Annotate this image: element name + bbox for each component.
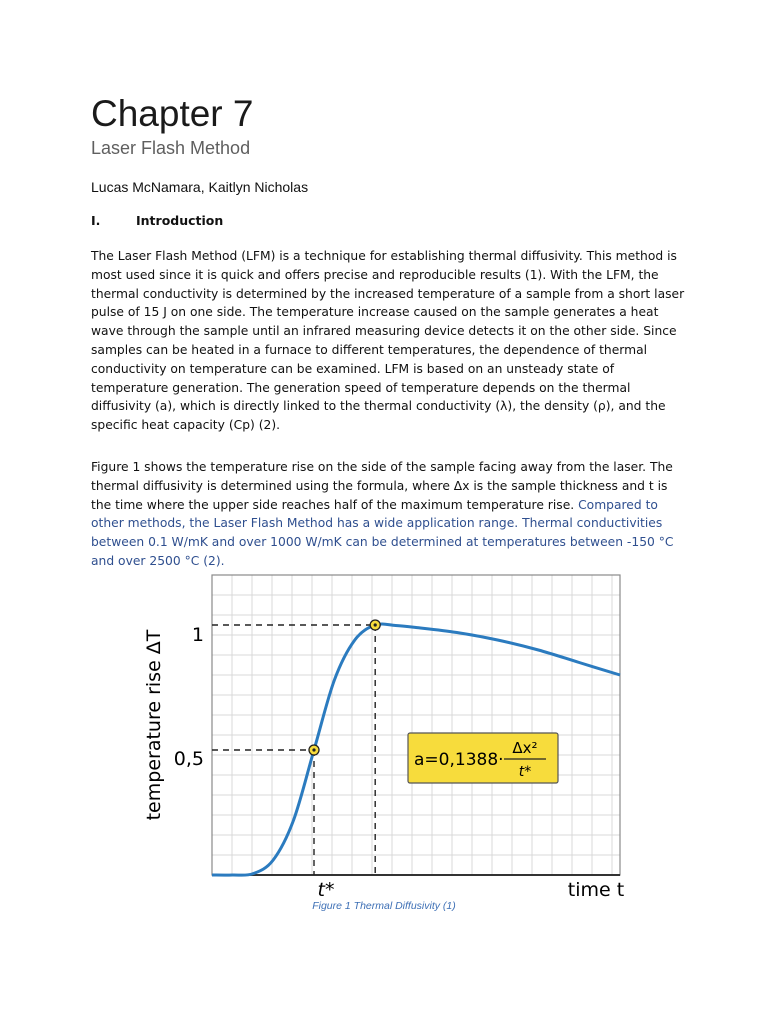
x-axis-label: time t: [567, 879, 625, 898]
text-line: most used since it is quick and offers precise and reproducible results (1). With the LFM, the: [91, 267, 659, 282]
thermal-diffusivity-chart: [140, 573, 630, 898]
figure-paragraph: [91, 458, 691, 571]
text-line-highlight: between 0.1 W/mK and over 1000 W/mK can be determined at temperatures between -150 °C: [91, 535, 674, 550]
authors: Lucas McNamara, Kaitlyn Nicholas: [91, 179, 309, 195]
text-line: diffusivity (a), which is directly linked to the thermal conductivity (λ), the density (ρ), and the: [91, 399, 666, 414]
formula-box: [408, 733, 558, 783]
intro-paragraph: [91, 247, 691, 435]
text-line: Figure 1 shows the temperature rise on the side of the sample facing away from the laser. The: [91, 460, 673, 474]
text-line: temperature generation. The generation speed of temperature depends on the thermal: [91, 380, 631, 395]
y-tick-label-0-5: 0,5: [173, 748, 204, 770]
text-line-highlight: and over 2500 °C (2).: [91, 553, 225, 568]
chapter-subtitle: Laser Flash Method: [91, 138, 251, 158]
text-line-highlight: other methods, the Laser Flash Method has a wide application range. Thermal conductivities: [91, 516, 663, 531]
text-line: thermal diffusivity is determined using the formula, where Δx is the sample thickness and t is: [91, 478, 668, 493]
text-line: the time where the upper side reaches half of the maximum temperature rise.: [91, 497, 575, 512]
chapter-title: Chapter 7: [91, 93, 254, 134]
formula-denominator: t*: [518, 764, 532, 780]
text-line: The Laser Flash Method (LFM) is a technique for establishing thermal diffusivity. This method is: [91, 249, 677, 263]
text-line: conductivity on temperature can be examined. LFM is based on an unsteady state of: [91, 361, 615, 376]
text-line: pulse of 15 J on one side. The temperature increase caused on the sample generates a heat: [91, 305, 659, 320]
text-line: wave through the sample until an infrared measuring device detects it on the other side. Since: [91, 324, 677, 339]
guide-lines: [212, 625, 375, 875]
curve-marker-center: [312, 748, 315, 751]
x-tick-label-tstar: t*: [317, 879, 335, 898]
formula-numerator: Δx²: [512, 739, 538, 757]
formula-lhs: a=0,1388·: [414, 750, 504, 770]
text-line: thermal conductivity is determined by the increased temperature of a sample from a short laser: [91, 286, 685, 301]
text-line-highlight: Compared to: [578, 497, 658, 512]
curve-marker-center: [374, 623, 377, 626]
text-line: samples can be heated in a furnace to different temperatures, the dependence of thermal: [91, 342, 648, 357]
chart-grid: [212, 575, 620, 875]
section-heading: [91, 212, 223, 230]
section-number: I.: [91, 213, 101, 228]
y-tick-label-1: 1: [191, 624, 204, 646]
section-title: Introduction: [136, 213, 224, 228]
y-axis-label: temperature rise ΔT: [143, 629, 165, 821]
text-line: specific heat capacity (Cp) (2).: [91, 418, 281, 433]
plot-frame: [212, 575, 620, 875]
figure-1: [140, 573, 630, 903]
figure-caption: Figure 1 Thermal Diffusivity (1): [312, 900, 456, 912]
